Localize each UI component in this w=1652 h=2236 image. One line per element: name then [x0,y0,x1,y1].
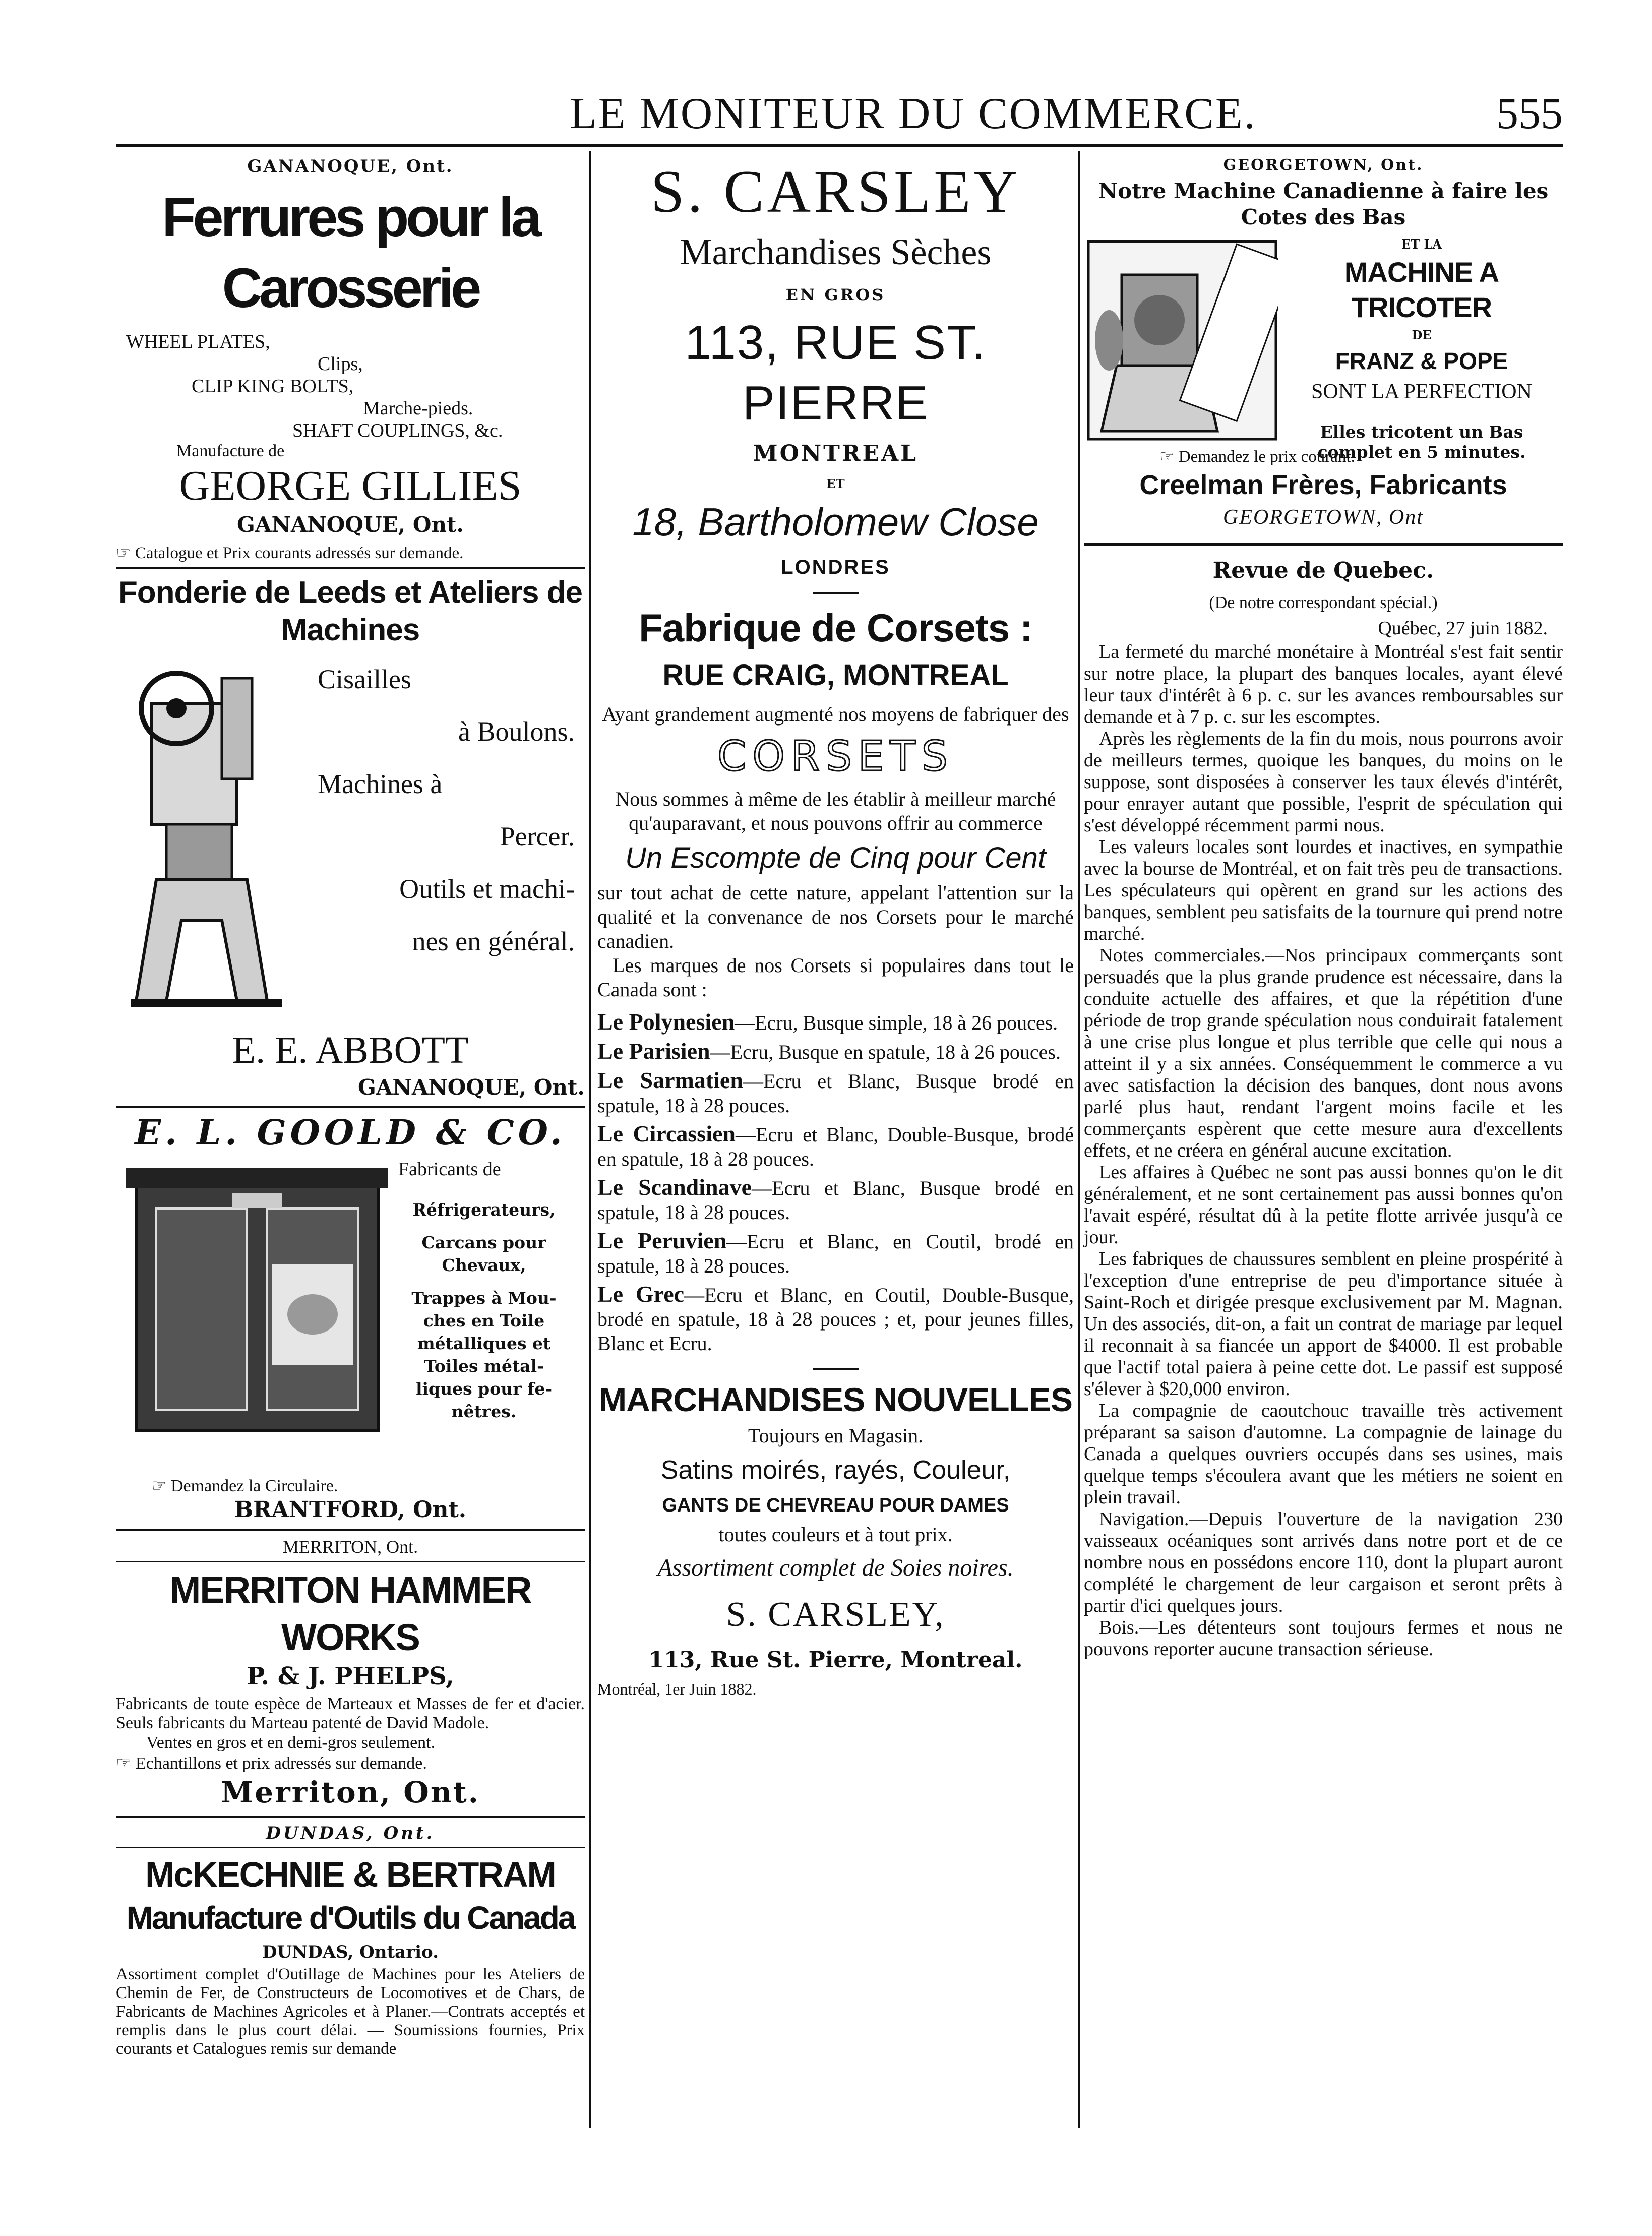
ad-note-text: Demandez le prix courant. [1178,448,1355,466]
list-item: Le Parisien—Ecru, Busque en spatule, 18 à 26 pouces. [597,1038,1061,1064]
divider [1084,543,1563,546]
list-item: Outils et machi- [399,874,575,904]
divider [813,592,859,594]
divider [116,1106,585,1108]
ad-headline: MARCHANDISES NOUVELLES [599,1381,1072,1418]
column-divider-2 [1078,151,1080,2128]
ad-note-text: Demandez la Circulaire. [170,1477,338,1495]
ad-line: Elles tricotent un Bas complet en 5 minutes. [1317,422,1526,462]
ad-place: DUNDAS, Ont. [266,1823,435,1843]
article-revue-quebec [1084,551,1563,1660]
ad-signature-address: 113, Rue St. Pierre, Montreal. [648,1647,1023,1673]
ad-paragraph: sur tout achat de cette nature, appelant l'attention sur la qualité et la convenance de nos Corsets pour le marché canadien. [597,881,1074,952]
ad-line: SONT LA PERFECTION [1311,380,1532,403]
list-item: Clips, [318,353,363,375]
list-item: liques pour fe- [415,1379,553,1399]
column-right [1084,156,1563,1660]
article-date: Québec, 27 juin 1882. [1378,618,1548,639]
list-item: ches en Toile [423,1311,545,1331]
list-item: Carcans pour [421,1233,546,1252]
ad-city: GANANOQUE, Ont. [357,1075,585,1100]
ad-line: Assortiment complet de Soies noires. [657,1554,1014,1581]
article-paragraph: Après les règlements de la fin du mois, nous pourrons avoir de meilleurs termes, quoique les banques, du moins on le suppose, sont disposées à conserver les taux élevés d'intérêt, pour enrayer autant que possible, l'esprit de spéculation qui s'est développé récemment parmi nous. [1084,728,1563,836]
ad-headline: Ferrures pour la Carosserie [162,187,539,319]
ad-merriton [116,1536,585,1811]
column-left [116,156,585,2059]
page-header [116,88,1563,144]
ad-note [116,1476,585,1496]
ad-abbott [116,574,585,1101]
pointing-hand-icon: ☞ [116,1753,132,1773]
pointing-hand-icon: ☞ [116,542,131,562]
ad-item-list [388,1198,580,1423]
ad-line: DE [1412,328,1432,342]
article-byline: (De notre correspondant spécial.) [1209,593,1438,612]
article-paragraph: Navigation.—Depuis l'ouverture de la navigation 230 vaisseaux océaniques sont arrivés dans notre port et de ce nombre nous en possédons encore 110, dont la plupart auront complété le chargement de leur cargaison et seront prêts à partir d'ici quelques jours. [1084,1508,1563,1616]
list-item: Toiles métal- [424,1356,544,1376]
list-item: métalliques et [417,1334,551,1353]
ad-mckechnie [116,1823,585,2059]
ad-label: Manufacture de [176,442,285,460]
list-item: Machines à [318,769,443,799]
ad-text-block [1286,234,1558,462]
ad-body [116,1153,585,1476]
ad-description: Fabricants de toute espèce de Marteaux et Masses de fer et d'acier. Seuls fabricants du Marteau patenté de David Madole. [116,1695,585,1732]
list-item: Le Peruvien—Ecru et Blanc, en Coutil, brodé en spatule, 18 à 28 pouces. [597,1228,1074,1277]
list-item: Le Grec—Ecru et Blanc, en Coutil, Double-Busque, brodé en spatule, 18 à 28 pouces ; et, pour jeunes filles, Blanc et Ecru. [597,1281,1074,1355]
header-rule [116,144,1563,147]
article-title: Revue de Quebec. [1212,558,1434,583]
article-paragraph: Bois.—Les détenteurs sont toujours fermes et nous ne pouvons reporter aucune transaction sérieuse. [1084,1617,1563,1660]
ad-headline: MERRITON HAMMER WORKS [169,1569,531,1658]
refrigerator-illustration [126,1163,388,1445]
ad-city: BRANTFORD, Ont. [234,1497,467,1523]
ad-headline: MACHINE A TRICOTER [1344,256,1499,323]
pointing-hand-icon: ☞ [1159,446,1175,466]
list-item: Marche-pieds. [363,398,473,419]
list-item: Percer. [500,821,575,852]
article-paragraph: La fermeté du marché monétaire à Montréal s'est fait sentir sur notre place, la plupart des banques locales, ayant élevé leur taux d'intérêt à 6 p. c. sur les avances remboursables sur demande et à 7 p. c. sur les escomptes. [1084,641,1563,728]
ad-headline: CORSETS [717,733,954,780]
ad-name: E. L. GOOLD & CO. [135,1113,566,1153]
ad-headline: Fabrique de Corsets : [639,606,1032,650]
ad-item-list [318,653,575,968]
knitting-machine-illustration [1086,239,1278,441]
column-center [597,156,1074,1700]
list-item: Réfrigerateurs, [412,1200,556,1220]
list-item: Le Sarmatien—Ecru et Blanc, Busque brodé en spatule, 18 à 28 pouces. [597,1067,1074,1117]
divider [813,1368,859,1370]
ad-line: FRANZ & POPE [1335,348,1508,374]
corset-brand-list [597,1010,1074,1356]
article-paragraph: Les valeurs locales sont lourdes et inactives, en sympathie avec la bourse de Montréal, et on fait très peu de transactions. Les spéculateurs qui opèrent en grand sur les actions des banques, semblent peu satisfaits de la tournure qui prend notre marché. [1084,836,1563,944]
ad-name: Creelman Frères, Fabricants [1139,470,1507,500]
divider [116,1847,585,1848]
masthead-title: LE MONITEUR DU COMMERCE. [570,89,1257,138]
list-item: CLIP KING BOLTS, [192,376,354,397]
ad-city: Merriton, Ont. [221,1775,480,1809]
list-item: Trappes à Mou- [411,1288,557,1308]
article-paragraph: Les fabriques de chaussures semblent en pleine prospérité à l'exception d'une entreprise de peu d'importance située à Saint-Roch et dirigée presque exclusivement par M. Magnan. Un des associés, dit-on, a fait un contrat de mariage par lequel il reconnait à sa fiancée un apport de $4000. Il est probable que l'actif total paiera à peine cette dot. Le passif est supposé s'élever à $20,000 environ. [1084,1248,1563,1400]
list-item: Chevaux, [442,1255,526,1275]
ad-paragraph: Ayant grandement augmenté nos moyens de fabriquer des [602,703,1069,726]
shearing-machine-illustration [121,658,302,1021]
ad-note [116,1753,585,1774]
ad-line: Toujours en Magasin. [748,1424,924,1447]
ad-address: 113, RUE ST. PIERRE [685,316,987,430]
ad-line: GANTS DE CHEVREAU POUR DAMES [662,1495,1009,1516]
ad-line: Satins moirés, rayés, Couleur, [660,1456,1011,1485]
ad-signature: S. CARSLEY, [726,1595,945,1634]
ad-city: DUNDAS, Ontario. [262,1942,439,1962]
list-item: Le Circassien—Ecru et Blanc, Double-Busque, brodé en spatule, 18 à 28 pouces. [597,1121,1074,1170]
list-item: WHEEL PLATES, [126,331,270,352]
divider [116,1529,585,1531]
ad-address: 18, Bartholomew Close [632,500,1039,544]
ad-line: Un Escompte de Cinq pour Cent [625,841,1046,874]
ad-place: MERRITON, Ont. [282,1537,418,1557]
ad-item-list [116,331,585,442]
ad-line: ET [826,476,845,491]
ad-date: Montréal, 1er Juin 1882. [597,1680,757,1698]
ad-note-text: Catalogue et Prix courants adressés sur demande. [135,544,464,562]
article-paragraph: Notes commerciales.—Nos principaux commerçants sont persuadés que la plus grande prudence est nécessaire, dans la conduite actuelle des affaires, et que la répétition d'une période de trop grande spéculation nous conduirait fatalement à une crise plus longue et plus terrible que celle qui nous a atteint il y a six années. Conséquemment le commerce a vu avec satisfaction la décision des banques, dont nous avons parlé plus haut, rendant l'argent moins facile et les commerçants espèrent que cette mesure aura d'excellents effets, et ne créera en général aucune excitation. [1084,945,1563,1161]
ad-line: RUE CRAIG, MONTREAL [662,659,1009,692]
ad-headline: McKECHNIE & BERTRAM [145,1855,556,1894]
ad-name: GEORGE GILLIES [179,462,522,509]
list-item: nêtres. [451,1402,517,1421]
ad-city: MONTREAL [753,441,919,466]
ad-paragraph: Nous sommes à même de les établir à meilleur marché qu'auparavant, et nous pouvons offrir au commerce [615,788,1056,834]
ad-body [116,653,585,1026]
ad-city: GANANOQUE, Ont. [236,512,464,537]
article-paragraph: Les affaires à Québec ne sont pas aussi bonnes qu'on le dit généralement, et ne sont certainement pas aussi bonnes qu'on l'avait espéré, résultat dû à la petite flotte arrivée jusqu'à ce jour. [1084,1162,1563,1248]
ad-line: ET LA [1401,237,1442,252]
ad-city: GEORGETOWN, Ont [1223,506,1424,529]
list-item: nes en général. [412,926,575,956]
article-paragraph: La compagnie de caoutchouc travaille très activement préparant sa saison d'automne. La compagnie de lainage du Canada a quelques ouvriers occupés dans ses usines, mais quelque temps s'écoulera avant que les métiers ne soient en plein travail. [1084,1400,1563,1508]
divider [116,567,585,569]
ad-paragraph: Les marques de nos Corsets si populaires dans tout le Canada sont : [597,954,1074,1001]
ad-label: Fabricants de [398,1159,501,1180]
ad-place: GANANOQUE, Ont. [247,156,454,176]
list-item: Cisailles [318,664,411,694]
ad-city: LONDRES [781,556,890,578]
ad-name: S. CARSLEY [650,158,1021,225]
list-item: SHAFT COUPLINGS, &c. [292,420,503,441]
divider [116,1561,585,1562]
ad-headline: Notre Machine Canadienne à faire les Cotes des Bas [1098,178,1549,229]
divider [116,1816,585,1818]
column-divider-1 [589,151,591,2128]
ad-note-text: Echantillons et prix adressés sur demande. [135,1754,427,1773]
ad-gillies [116,156,585,562]
ad-line: EN GROS [785,285,886,305]
ad-place: GEORGETOWN, Ont. [1223,156,1424,174]
ad-owners: P. & J. PHELPS, [247,1662,454,1690]
page-number: 555 [1496,89,1563,138]
list-item: Le Polynesien—Ecru, Busque simple, 18 à 26 pouces. [597,1009,1058,1035]
ad-note [116,543,585,562]
ad-name: E. E. ABBOTT [232,1029,469,1071]
pointing-hand-icon: ☞ [151,1476,167,1496]
ad-goold [116,1113,585,1524]
ad-creelman [1084,156,1563,531]
ad-sales: Ventes en gros et en demi-gros seulement. [146,1733,436,1752]
ad-line: Marchandises Sèches [680,232,992,272]
ad-headline: Fonderie de Leeds et Ateliers de Machines [118,575,583,647]
ad-line: toutes couleurs et à tout prix. [718,1523,953,1546]
list-item: à Boulons. [458,716,575,747]
ad-description: Assortiment complet d'Outillage de Machines pour les Ateliers de Chemin de Fer, de Constructeurs de Locomotives et de Chars, de Fabricants de Machines Agricoles et à Planer.—Contrats acceptés et remplis dans le plus court délai. — Soumissions fournies, Prix courants et Catalogues remis sur demande [116,1965,585,2058]
list-item: Le Scandinave—Ecru et Blanc, Busque brodé en spatule, 18 à 28 pouces. [597,1174,1074,1224]
ad-subhead: Manufacture d'Outils du Canada [126,1900,575,1936]
